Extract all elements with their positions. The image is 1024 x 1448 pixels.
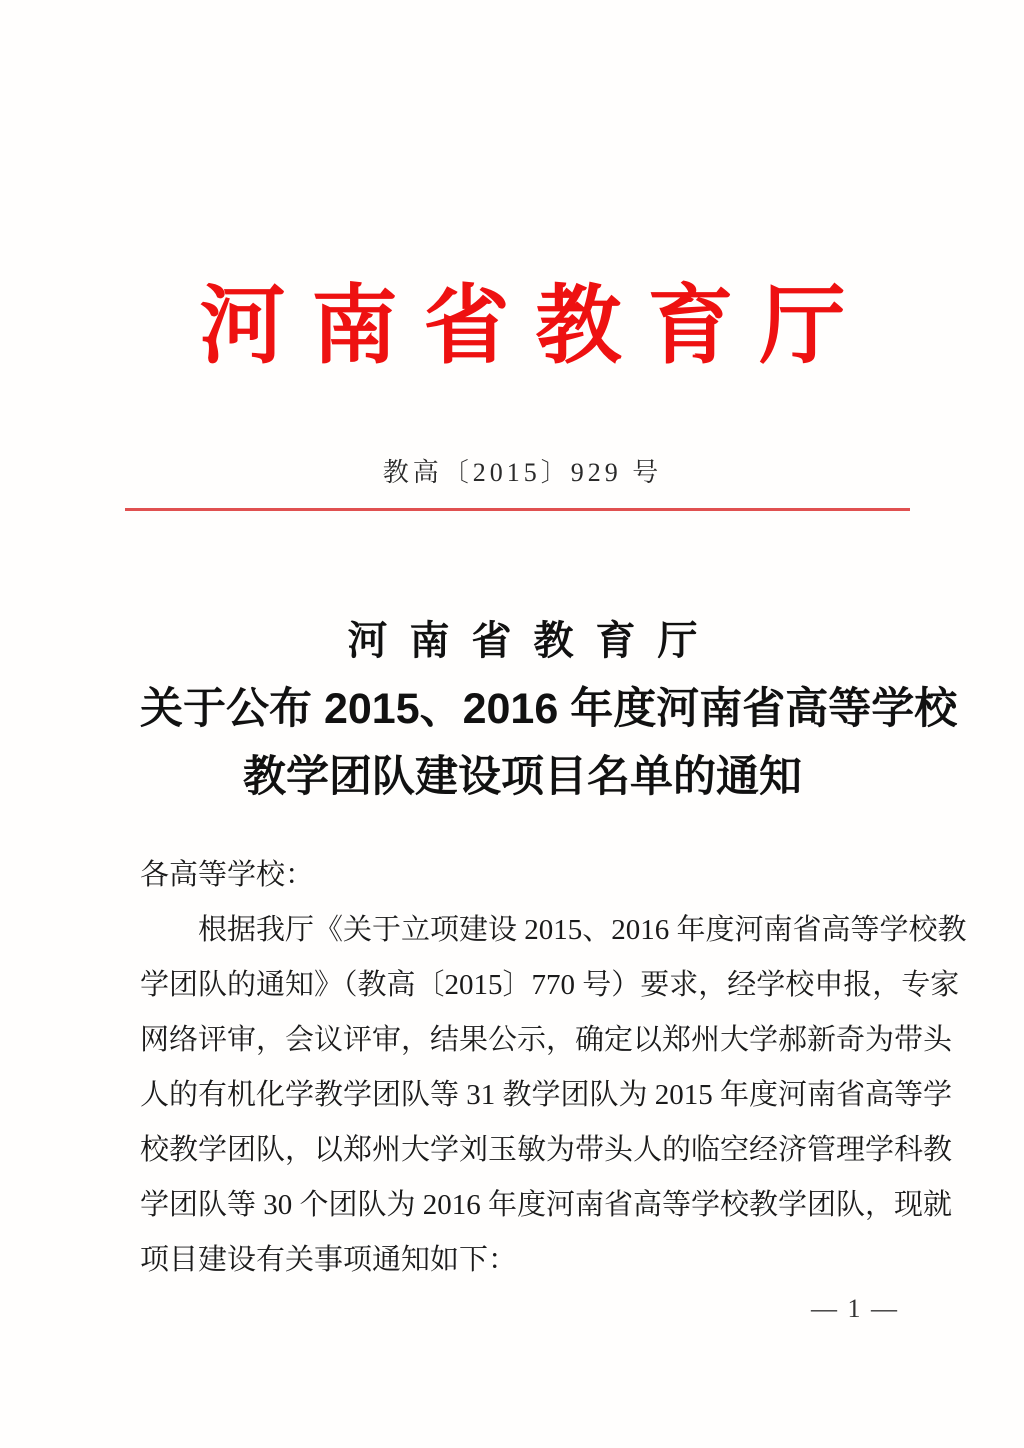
salutation: 各高等学校：: [140, 859, 315, 891]
notice-title-line-3: 教学团队建设项目名单的通知: [243, 753, 802, 801]
body-line: 人的有机化学教学团队等 31 教学团队为 2015 年度河南省高等学: [140, 1079, 953, 1111]
body-line: 网络评审，会议评审，结果公示，确定以郑州大学郝新奇为带头: [140, 1024, 953, 1056]
page-number: — 1 —: [811, 1294, 899, 1323]
body-line: 根据我厅《关于立项建设 2015、2016 年度河南省高等学校教: [198, 914, 967, 946]
body-line: 学团队等 30 个团队为 2016 年度河南省高等学校教学团队，现就: [140, 1189, 953, 1221]
body-line: 项目建设有关事项通知如下：: [140, 1244, 518, 1276]
notice-title: [140, 607, 958, 811]
notice-title-line-1: 河南省教育厅: [347, 619, 720, 663]
notice-title-line-2: 关于公布 2015、2016 年度河南省高等学校: [140, 685, 958, 733]
body-line: 学团队的通知》（教高〔2015〕770 号）要求，经学校申报，专家: [140, 969, 960, 1001]
document-number: 教高〔2015〕929 号: [382, 458, 663, 487]
agency-masthead: 河南省教育厅: [199, 278, 872, 374]
red-divider-rule: [125, 508, 910, 511]
body-paragraph: [140, 903, 967, 1288]
document-content: [0, 278, 1024, 1324]
body-line: 校教学团队，以郑州大学刘玉敏为带头人的临空经济管理学科教: [140, 1134, 953, 1166]
